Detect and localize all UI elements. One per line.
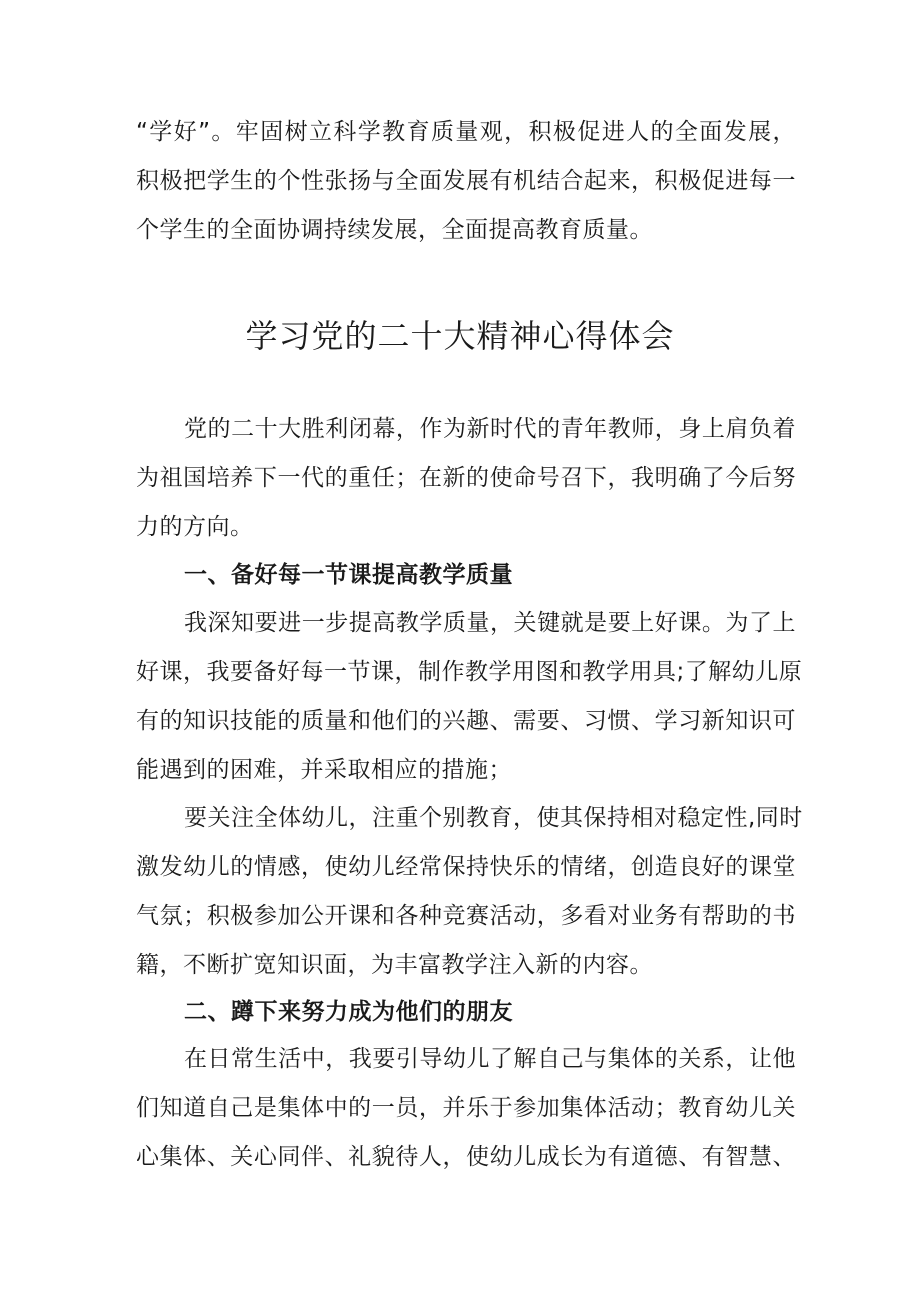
- s2p1-line-3: 心集体、关心同伴、礼貌待人，使幼儿成长为有道德、有智慧、: [136, 1144, 796, 1170]
- continuation-line-2: 积极把学生的个性张扬与全面发展有机结合起来，积极促进每一: [136, 168, 796, 194]
- article-title: 学习党的二十大精神心得体会: [245, 317, 675, 355]
- continuation-line-1: “学好”。牢固树立科学教育质量观，积极促进人的全面发展，: [136, 119, 796, 145]
- intro-line-3: 力的方向。: [136, 514, 254, 540]
- intro-line-2: 为祖国培养下一代的重任；在新的使命号召下，我明确了今后努: [136, 465, 796, 491]
- s1p1-line-2: 好课，我要备好每一节课，制作教学用图和教学用具;了解幼儿原: [136, 659, 803, 685]
- s1p1-line-3: 有的知识技能的质量和他们的兴趣、需要、习惯、学习新知识可: [136, 708, 796, 734]
- s1p1-line-4: 能遇到的困难，并采取相应的措施；: [136, 757, 512, 783]
- s1p2-line-2: 激发幼儿的情感，使幼儿经常保持快乐的情绪，创造良好的课堂: [136, 854, 796, 880]
- continuation-line-3: 个学生的全面协调持续发展，全面提高教育质量。: [136, 217, 653, 243]
- s2p1-line-1: 在日常生活中，我要引导幼儿了解自己与集体的关系，让他: [184, 1046, 796, 1072]
- section-heading-1: 一、备好每一节课提高教学质量: [184, 562, 513, 588]
- intro-line-1: 党的二十大胜利闭幕，作为新时代的青年教师，身上肩负着: [184, 416, 796, 442]
- section-heading-2: 二、蹲下来努力成为他们的朋友: [184, 999, 513, 1025]
- s2p1-line-2: 们知道自己是集体中的一员，并乐于参加集体活动；教育幼儿关: [136, 1095, 796, 1121]
- s1p2-line-4: 籍，不断扩宽知识面，为丰富教学注入新的内容。: [136, 952, 653, 978]
- s1p2-line-3: 气氛；积极参加公开课和各种竞赛活动，多看对业务有帮助的书: [136, 903, 796, 929]
- s1p2-line-1: 要关注全体幼儿，注重个别教育，使其保持相对稳定性,同时: [184, 805, 803, 831]
- s1p1-line-1: 我深知要进一步提高教学质量，关键就是要上好课。为了上: [184, 610, 796, 636]
